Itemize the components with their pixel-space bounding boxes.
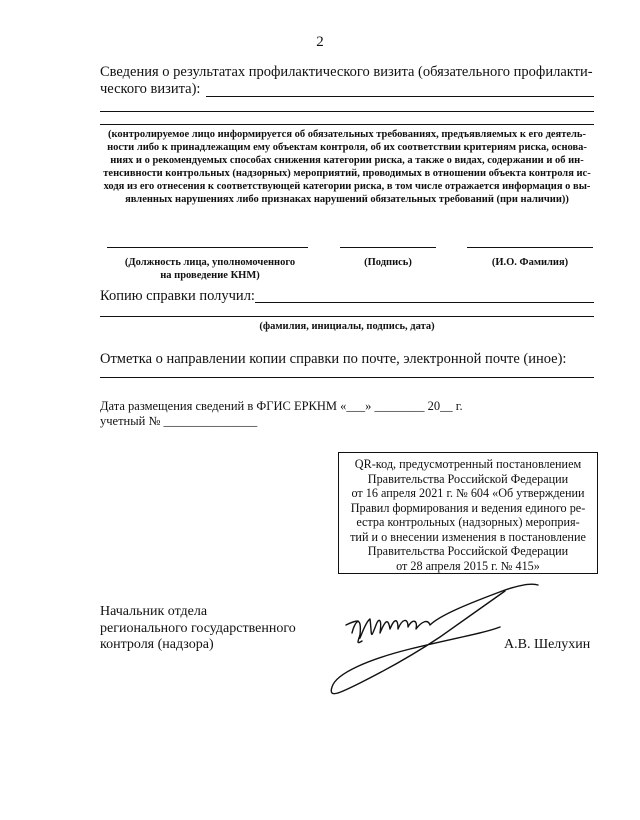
position-label: (Должность лица, уполномоченного на проведение КНМ) [124, 257, 296, 281]
copy-received-fill-line-2 [100, 316, 594, 317]
qr-box-line: тий и о внесении изменения в постановление [350, 529, 586, 544]
signature-label: (Подпись) [364, 257, 412, 268]
qr-box-line: Правительства Российской Федерации [367, 471, 569, 486]
visit-results-line2: ческого визита): [100, 81, 201, 97]
note-line: (контролируемое лицо информируется об обязательных требованиях, предъявляемых к его деятель- [108, 129, 586, 140]
erknm-account-line: учетный № _______________ [100, 414, 258, 428]
qr-box-line: Правил формирования и ведения единого ре- [350, 500, 586, 515]
sent-note-label: Отметка о направлении копии справки по почте, электронной почте (иное): [100, 351, 567, 367]
handwritten-signature [300, 575, 550, 720]
visit-results-line1: Сведения о результатах профилактического визита (обязательного профилакти- [100, 64, 593, 80]
signatory-title: Начальник отдела регионального государственного контроля (надзора) [100, 604, 296, 652]
note-line: тенсивности контрольных (надзорных) мероприятий, проводимых в отношении объекта контроля ис- [103, 168, 591, 179]
sent-note-fill-line [100, 377, 594, 378]
qr-code-box [338, 452, 598, 574]
note-line: ходя из его отнесения к соответствующей категории риска, в том числе отражается информация о вы- [103, 181, 591, 192]
position-line [107, 247, 308, 248]
signature-line [340, 247, 436, 248]
copy-received-label: Копию справки получил: [100, 288, 255, 304]
explanatory-note [100, 128, 594, 206]
qr-box-line: от 28 апреля 2015 г. № 415» [396, 558, 540, 573]
qr-box-line: естра контрольных (надзорных) мероприя- [356, 515, 580, 529]
name-line [467, 247, 593, 248]
visit-results-fill-line [206, 96, 594, 97]
qr-box-line: QR-код, предусмотренный постановлением [354, 457, 582, 471]
name-label: (И.О. Фамилия) [491, 257, 569, 268]
copy-received-caption: (фамилия, инициалы, подпись, дата) [259, 321, 435, 332]
note-line: ности либо к принадлежащим ему объектам контроля, об их соответствии критериям риска, основа- [107, 142, 587, 153]
visit-results-fill-line-2 [100, 111, 594, 112]
qr-box-line: Правительства Российской Федерации [367, 544, 569, 558]
signatory-name: А.В. Шелухин [504, 637, 591, 652]
erknm-date-line: Дата размещения сведений в ФГИС ЕРКНМ «___» ________ 20__ г. [100, 399, 463, 413]
page-number: 2 [316, 34, 324, 50]
note-line: явленных нарушениях либо признаках нарушений обязательных требований (при наличии)) [125, 194, 569, 205]
copy-received-fill-line [255, 302, 594, 303]
visit-results-fill-line-3 [100, 124, 594, 125]
note-line: ниях и о рекомендуемых способах снижения категории риска, а также о видах, содержании и об ин- [110, 155, 584, 166]
qr-box-line: от 16 апреля 2021 г. № 604 «Об утверждении [351, 486, 585, 500]
